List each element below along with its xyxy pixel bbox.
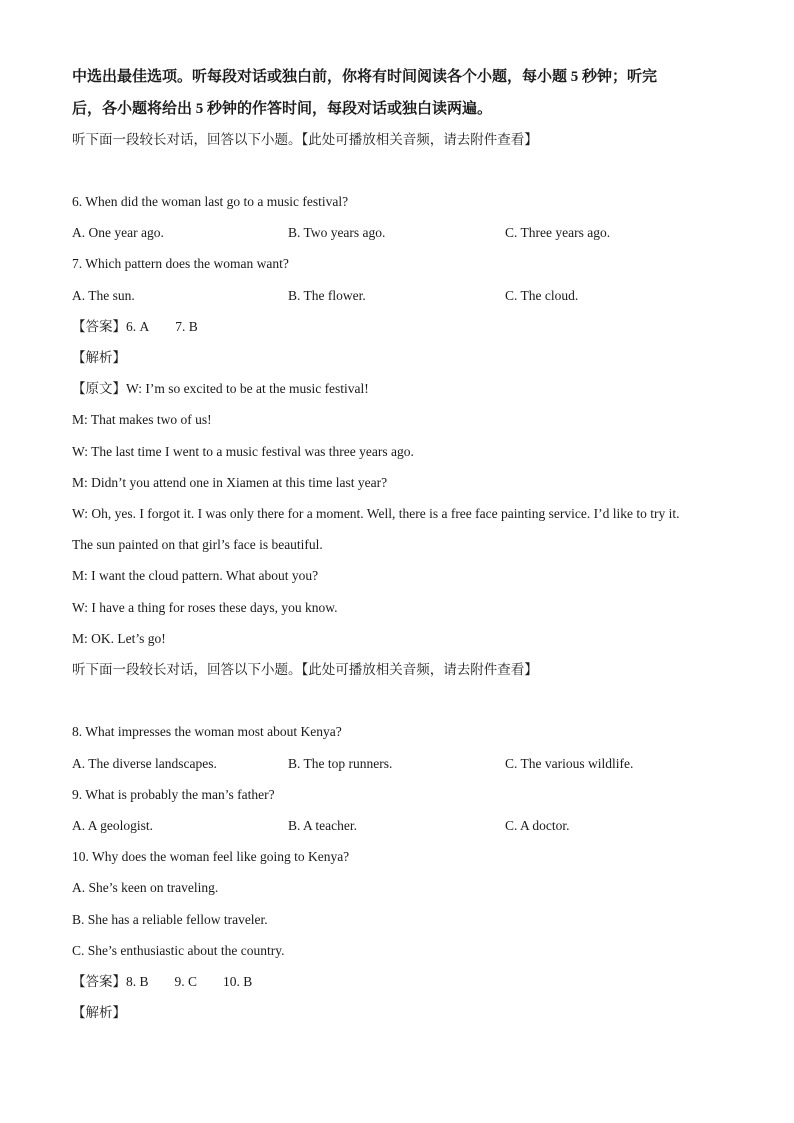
- transcript-line-1: [72, 380, 369, 398]
- q8-stem: 8. What impresses the woman most about Kenya?: [72, 724, 342, 739]
- q8-option-b: B. The top runners.: [288, 756, 393, 771]
- answer-label: 【答案】: [72, 974, 126, 989]
- q6-option-c: C. Three years ago.: [505, 225, 611, 240]
- transcript-text: W: I’m so excited to be at the music festival!: [126, 381, 369, 396]
- q9-stem: 9. What is probably the man’s father?: [72, 787, 275, 802]
- q8-option-a: A. The diverse landscapes.: [72, 756, 217, 771]
- transcript-line-6: The sun painted on that girl’s face is beautiful.: [72, 537, 323, 552]
- transcript-line-2: M: That makes two of us!: [72, 412, 212, 427]
- q10-option-a: A. She’s keen on traveling.: [72, 880, 219, 895]
- q6-stem: 6. When did the woman last go to a music festival?: [72, 194, 349, 209]
- transcript-line-4: M: Didn’t you attend one in Xiamen at this time last year?: [72, 475, 388, 490]
- answer-label: 【答案】: [72, 319, 126, 334]
- answer-6: 6. A: [126, 319, 150, 334]
- section2-instruction: 听下面一段较长对话，回答以下小题。【此处可播放相关音频，请去附件查看】: [72, 662, 538, 677]
- intro-line-2: 后，各小题将给出 5 秒钟的作答时间，每段对话或独白读两遍。: [72, 101, 493, 117]
- q6-option-b: B. Two years ago.: [288, 225, 386, 240]
- transcript-line-5: W: Oh, yes. I forgot it. I was only there for a moment. Well, there is a free face painting service. I’d like to try it.: [72, 506, 680, 521]
- q8-option-c: C. The various wildlife.: [505, 756, 634, 771]
- q7-option-a: A. The sun.: [72, 288, 135, 303]
- answer-10: 10. B: [223, 974, 253, 989]
- answer-line-2: [72, 973, 252, 991]
- transcript-line-7: M: I want the cloud pattern. What about you?: [72, 568, 319, 583]
- q9-option-c: C. A doctor.: [505, 818, 570, 833]
- q7-option-b: B. The flower.: [288, 288, 366, 303]
- transcript-line-8: W: I have a thing for roses these days, you know.: [72, 600, 338, 615]
- transcript-line-3: W: The last time I went to a music festival was three years ago.: [72, 444, 414, 459]
- q10-stem: 10. Why does the woman feel like going to Kenya?: [72, 849, 350, 864]
- answer-9: 9. C: [174, 974, 198, 989]
- transcript-line-9: M: OK. Let’s go!: [72, 631, 166, 646]
- transcript-label: 【原文】: [72, 381, 126, 396]
- answer-7: 7. B: [175, 319, 198, 334]
- analysis-label-1: 【解析】: [72, 350, 126, 365]
- q6-option-a: A. One year ago.: [72, 225, 164, 240]
- q9-option-a: A. A geologist.: [72, 818, 154, 833]
- q7-option-c: C. The cloud.: [505, 288, 579, 303]
- answer-line-1: [72, 318, 198, 336]
- q10-option-c: C. She’s enthusiastic about the country.: [72, 943, 285, 958]
- analysis-label-2: 【解析】: [72, 1005, 126, 1020]
- q10-option-b: B. She has a reliable fellow traveler.: [72, 912, 268, 927]
- q7-stem: 7. Which pattern does the woman want?: [72, 256, 289, 271]
- section1-instruction: 听下面一段较长对话，回答以下小题。【此处可播放相关音频，请去附件查看】: [72, 132, 538, 147]
- intro-line-1: 中选出最佳选项。听每段对话或独白前，你将有时间阅读各个小题，每小题 5 秒钟；听完: [72, 69, 658, 85]
- answer-8: 8. B: [126, 974, 149, 989]
- q9-option-b: B. A teacher.: [288, 818, 357, 833]
